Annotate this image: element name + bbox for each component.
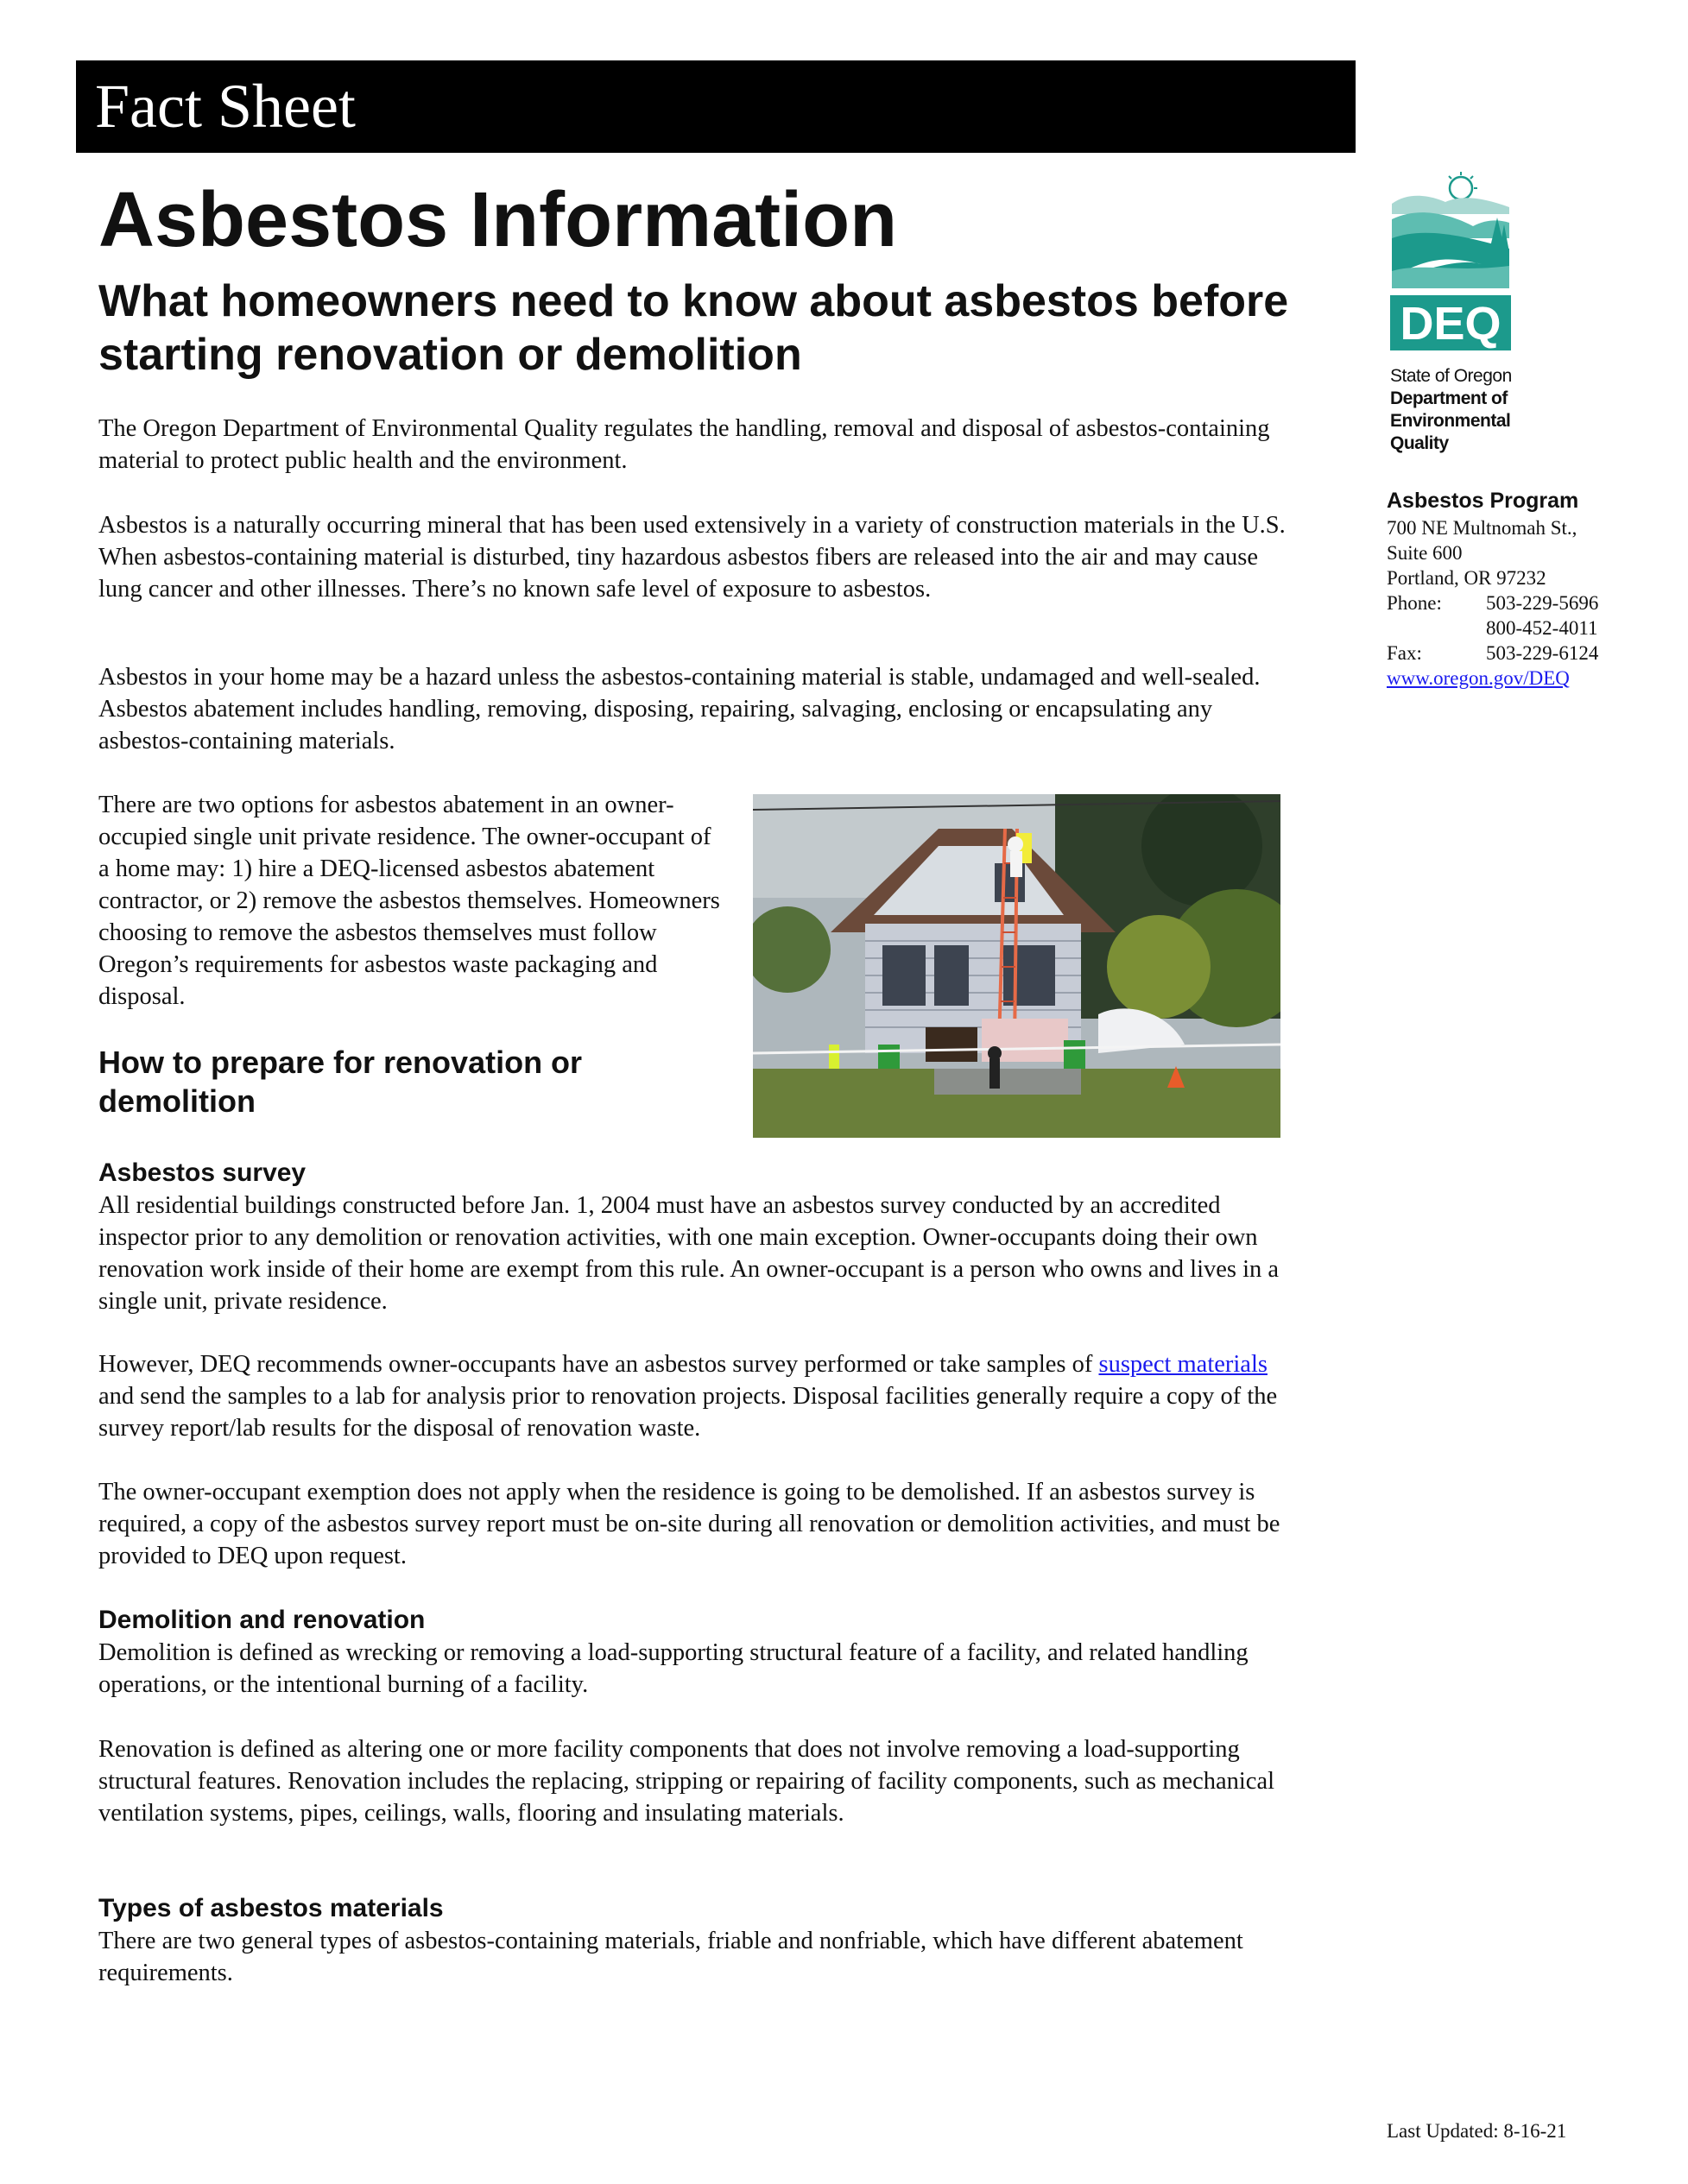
program-name: Asbestos Program: [1387, 489, 1579, 513]
address-line-1: 700 NE Multnomah St.,: [1387, 517, 1577, 539]
fact-sheet-banner: [76, 60, 1356, 153]
banner-label: Fact Sheet: [95, 72, 356, 141]
section-heading: How to prepare for renovation or demolition: [98, 1045, 583, 1119]
phone-number-2: 800-452-4011: [1486, 617, 1598, 639]
survey-paragraph-2-text-end: and send the samples to a lab for analysis prior to renovation projects. Disposal facilities generally require a copy of the survey report/lab results for the disposal of renovation waste.: [98, 1383, 1278, 1442]
demolition-paragraph-2: Renovation is defined as altering one or more facility components that does not involve removing a load-supporting structural features. Renovation includes the replacing, stripping or repairing of facility components, such as mechanical ventilation systems, pipes, ceilings, walls, flooring and insulating materials.: [98, 1736, 1275, 1827]
fax-row: [1387, 641, 1637, 666]
intro-paragraph-1: The Oregon Department of Environmental Quality regulates the handling, removal and disposal of asbestos-containing material to protect public health and the environment.: [98, 415, 1270, 474]
survey-paragraph-2-text: However, DEQ recommends owner-occupants have an asbestos survey performed or take samples of: [98, 1351, 1099, 1378]
demolition-heading: Demolition and renovation: [98, 1606, 426, 1634]
intro-paragraph-2: Asbestos is a naturally occurring mineral that has been used extensively in a variety of construction materials in the U.S. When asbestos-containing material is disturbed, tiny hazardous asbestos fibers are released into the air and may cause lung cancer and other illnesses. There’s no known safe level of exposure to asbestos.: [98, 512, 1286, 603]
phone-row: [1387, 590, 1637, 615]
types-paragraph-1: There are two general types of asbestos-containing materials, friable and nonfriable, which have different abatement requirements.: [98, 1928, 1243, 1986]
agency-name: [1390, 365, 1512, 455]
address-line-2: Suite 600: [1387, 542, 1463, 564]
phone-row-2: [1387, 615, 1637, 641]
agency-line-1: State of Oregon: [1390, 366, 1512, 386]
agency-line-2: Department of: [1390, 388, 1508, 408]
intro-paragraph-4: There are two options for asbestos abatement in an owner-occupied single unit private residence. The owner-occupant of a home may: 1) hire a DEQ-licensed asbestos abatement contractor, or 2) remove the asbestos themselves. Homeowners choosing to remove the asbestos themselves must follow Oregon’s requirements for asbestos waste packaging and disposal.: [98, 792, 720, 1010]
survey-heading: Asbestos survey: [98, 1158, 307, 1187]
agency-line-3: Environmental: [1390, 411, 1511, 431]
phone-number-1: 503-229-5696: [1486, 592, 1599, 614]
types-heading: Types of asbestos materials: [98, 1894, 444, 1922]
page-title: Asbestos Information: [98, 177, 898, 263]
demolition-paragraph-1: Demolition is defined as wrecking or removing a load-supporting structural feature of a facility, and related handling operations, or the intentional burning of a facility.: [98, 1639, 1249, 1698]
deq-logo-icon: [1387, 169, 1514, 368]
suspect-materials-link[interactable]: suspect materials: [1098, 1351, 1268, 1378]
house-abatement-photo: [753, 794, 1280, 1138]
last-updated: Last Updated: 8-16-21: [1387, 2120, 1567, 2142]
survey-paragraph-3: The owner-occupant exemption does not apply when the residence is going to be demolished. If an asbestos survey is required, a copy of the asbestos survey report must be on-site during all renovation or demolition activities, and must be provided to DEQ upon request.: [98, 1479, 1280, 1569]
fax-number: 503-229-6124: [1486, 642, 1599, 664]
survey-paragraph-2: [98, 1348, 1307, 1444]
address-line-3: Portland, OR 97232: [1387, 567, 1546, 589]
survey-paragraph-1: All residential buildings constructed before Jan. 1, 2004 must have an asbestos survey conducted by an accredited inspector prior to any demolition or renovation activities, with one main exception. Owner-occupants doing their own renovation work inside of their home are exempt from this rule. An owner-occupant is a person who owns and lives in a single unit, private residence.: [98, 1192, 1280, 1315]
fax-label: Fax:: [1387, 642, 1422, 664]
agency-line-4: Quality: [1390, 433, 1449, 453]
page-subtitle: What homeowners need to know about asbestos before starting renovation or demolition: [98, 276, 1289, 380]
website-link[interactable]: www.oregon.gov/DEQ: [1387, 667, 1570, 689]
phone-label: Phone:: [1387, 592, 1442, 614]
contact-block: [1387, 515, 1637, 691]
intro-paragraph-3: Asbestos in your home may be a hazard unless the asbestos-containing material is stable, undamaged and well-sealed. Asbestos abatement includes handling, removing, disposing, repairing, salvaging, enclosing or encapsulating any asbestos-containing materials.: [98, 664, 1261, 754]
logo-text: DEQ: [1400, 298, 1501, 350]
